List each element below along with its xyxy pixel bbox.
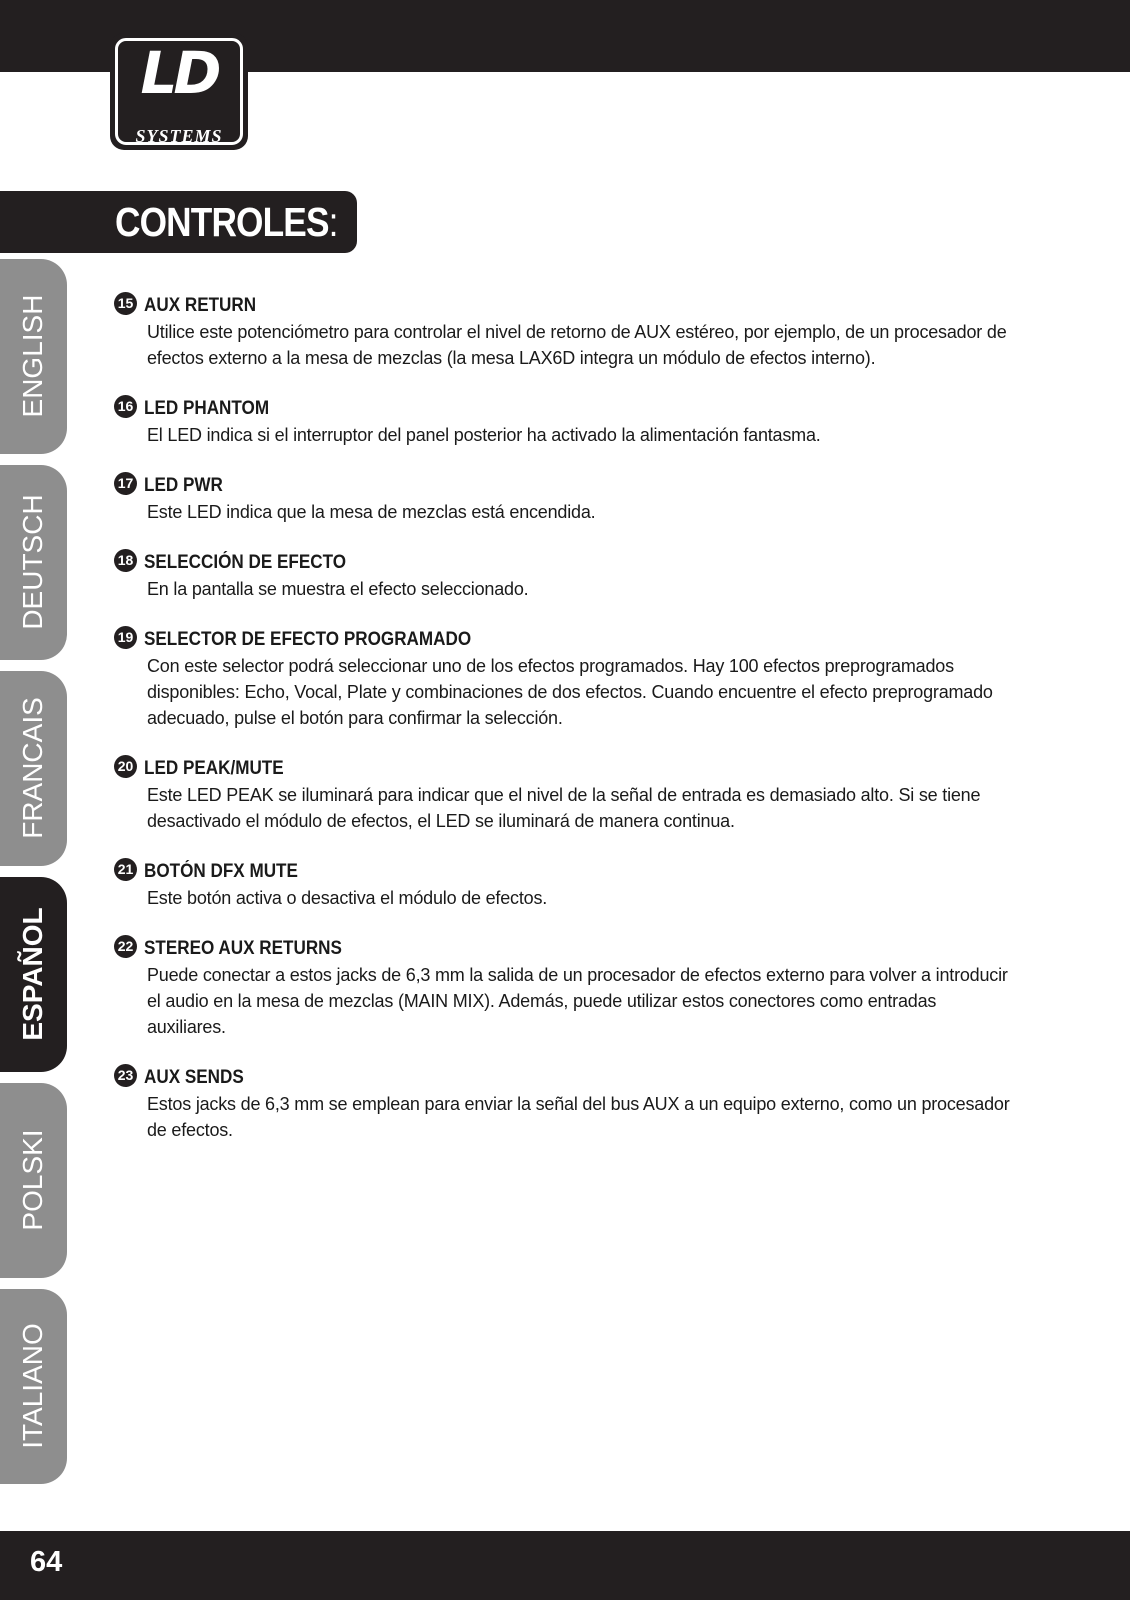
tab-english[interactable] — [0, 259, 67, 454]
section-header — [0, 191, 357, 253]
item-description: Este botón activa o desactiva el módulo de efectos. — [147, 888, 548, 908]
controls-list — [114, 293, 1014, 1168]
list-item — [114, 293, 1014, 371]
item-description: Este LED PEAK se iluminará para indicar que el nivel de la señal de entrada es demasiado alto. Si se tiene desactivado el módulo de efectos, el LED se iluminará de manera continua. — [147, 785, 981, 831]
tab-label: ESPAÑOL — [17, 907, 48, 1041]
list-item — [114, 756, 1014, 834]
item-description: Utilice este potenciómetro para controlar el nivel de retorno de AUX estéreo, por ejemplo, de un procesador de efectos externo a la mesa de mezclas (la mesa LAX6D integra un módulo de efectos interno). — [147, 322, 1007, 368]
item-number-badge: 19 — [114, 626, 137, 649]
list-item — [114, 859, 1014, 911]
page-title — [115, 199, 338, 245]
item-number-badge: 16 — [114, 395, 137, 418]
page-title-colon: : — [328, 199, 338, 245]
item-description: Estos jacks de 6,3 mm se emplean para enviar la señal del bus AUX a un equipo externo, como un procesador de efectos. — [147, 1094, 1010, 1140]
list-item — [114, 936, 1014, 1040]
tab-label: ENGLISH — [17, 294, 48, 418]
item-title: AUX RETURN — [144, 295, 257, 316]
page-title-text: CONTROLES — [115, 199, 329, 245]
tab-francais[interactable] — [0, 671, 67, 866]
item-number-badge: 22 — [114, 935, 137, 958]
tab-label: POLSKI — [17, 1129, 48, 1231]
item-title: AUX SENDS — [144, 1067, 244, 1088]
list-item — [114, 627, 1014, 731]
item-description: Puede conectar a estos jacks de 6,3 mm la salida de un procesador de efectos externo para volver a introducir el audio en la mesa de mezclas (MAIN MIX). Además, puede utilizar estos conectores como entradas auxiliares. — [147, 965, 1008, 1037]
item-title: SELECTOR DE EFECTO PROGRAMADO — [144, 629, 472, 650]
ld-systems-logo — [110, 33, 248, 150]
item-number-badge: 20 — [114, 755, 137, 778]
list-item — [114, 396, 1014, 448]
tab-italiano[interactable] — [0, 1289, 67, 1484]
item-title: SELECCIÓN DE EFECTO — [144, 552, 347, 573]
tab-label: FRANCAIS — [17, 697, 48, 839]
item-title: LED PWR — [144, 475, 223, 496]
list-item — [114, 473, 1014, 525]
item-description: Con este selector podrá seleccionar uno de los efectos programados. Hay 100 efectos preprogramados disponibles: Echo, Vocal, Plate y combinaciones de dos efectos. Cuando encuentre el efecto preprogramado adecuado, pulse el botón para confirmar la selección. — [147, 656, 993, 728]
item-title: STEREO AUX RETURNS — [144, 938, 342, 959]
item-number-badge: 15 — [114, 292, 137, 315]
item-number-badge: 23 — [114, 1064, 137, 1087]
item-description: Este LED indica que la mesa de mezclas está encendida. — [147, 502, 596, 522]
item-description: En la pantalla se muestra el efecto seleccionado. — [147, 579, 529, 599]
footer-bar — [0, 1531, 1130, 1600]
item-title: LED PHANTOM — [144, 398, 270, 419]
tab-label: ITALIANO — [17, 1323, 48, 1449]
logo-mark: LD — [140, 39, 218, 107]
item-title: BOTÓN DFX MUTE — [144, 861, 298, 882]
tab-polski[interactable] — [0, 1083, 67, 1278]
logo-subtitle: SYSTEMS — [135, 126, 223, 146]
item-number-badge: 21 — [114, 858, 137, 881]
item-title: LED PEAK/MUTE — [144, 758, 284, 779]
tab-espanol[interactable] — [0, 877, 67, 1072]
list-item — [114, 1065, 1014, 1143]
tab-deutsch[interactable] — [0, 465, 67, 660]
tab-label: DEUTSCH — [17, 494, 48, 630]
page-number: 64 — [30, 1546, 63, 1578]
list-item — [114, 550, 1014, 602]
item-number-badge: 17 — [114, 472, 137, 495]
item-description: El LED indica si el interruptor del panel posterior ha activado la alimentación fantasma. — [147, 425, 821, 445]
item-number-badge: 18 — [114, 549, 137, 572]
